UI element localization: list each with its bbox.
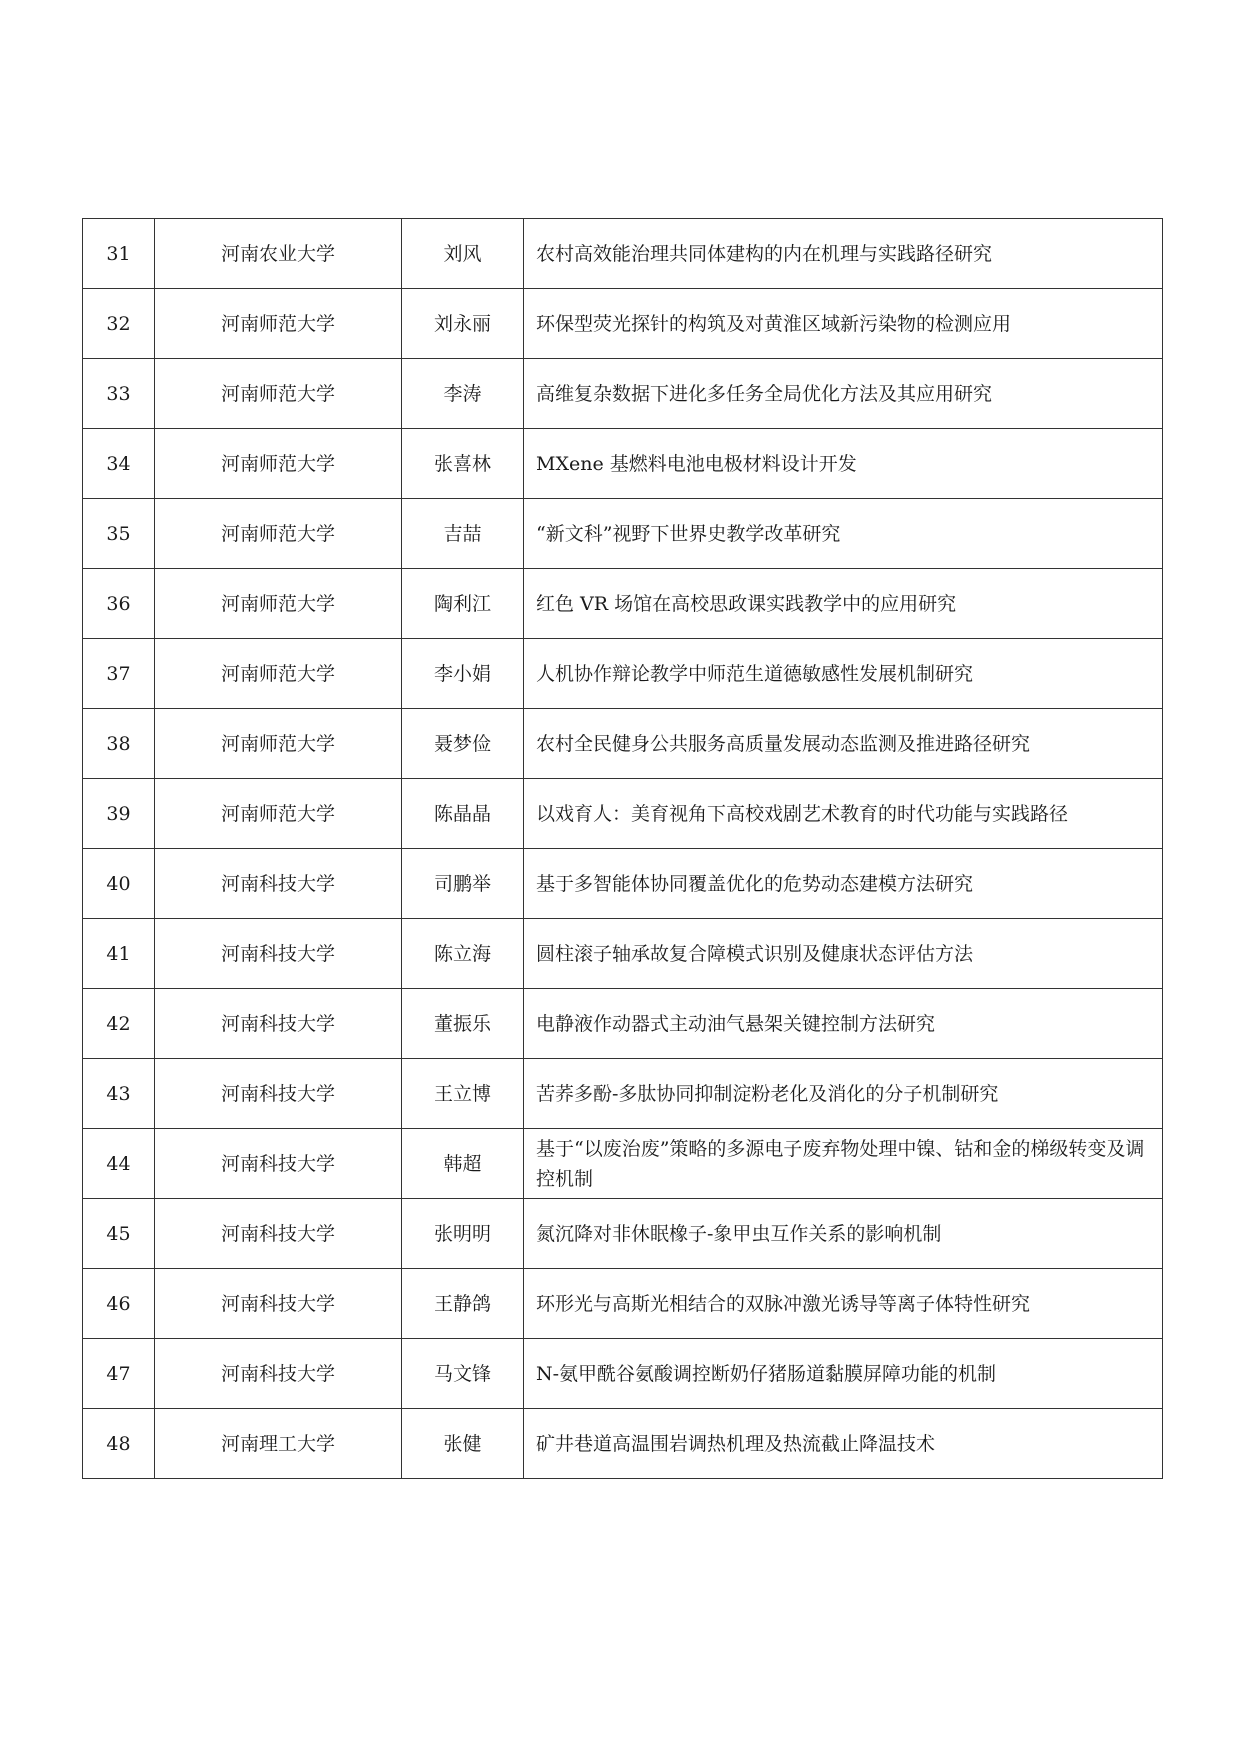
project-title: 农村全民健身公共服务高质量发展动态监测及推进路径研究 (536, 732, 1031, 755)
project-title: MXene 基燃料电池电极材料设计开发 (536, 452, 857, 475)
person-name-cell: 韩超 (402, 1129, 524, 1199)
table-row (83, 219, 1163, 289)
row-number: 42 (83, 989, 155, 1059)
school-cell: 河南师范大学 (155, 289, 402, 359)
project-title: “新文科”视野下世界史教学改革研究 (536, 522, 841, 545)
project-title: 人机协作辩论教学中师范生道德敏感性发展机制研究 (536, 662, 974, 685)
person-name-cell: 马文锋 (402, 1339, 524, 1409)
person-name-cell: 刘风 (402, 219, 524, 289)
person-name-cell: 陈晶晶 (402, 779, 524, 849)
table-row (83, 499, 1163, 569)
project-title: 苦荞多酚-多肽协同抑制淀粉老化及消化的分子机制研究 (536, 1082, 999, 1105)
row-number: 32 (83, 289, 155, 359)
row-number: 39 (83, 779, 155, 849)
row-number: 46 (83, 1269, 155, 1339)
person-name-cell: 刘永丽 (402, 289, 524, 359)
school-cell: 河南科技大学 (155, 919, 402, 989)
row-number: 35 (83, 499, 155, 569)
school-cell: 河南师范大学 (155, 639, 402, 709)
project-title-cell (524, 1059, 1163, 1129)
person-name-cell: 吉喆 (402, 499, 524, 569)
project-title: 环保型荧光探针的构筑及对黄淮区域新污染物的检测应用 (536, 312, 1012, 335)
table-row (83, 429, 1163, 499)
row-number: 44 (83, 1129, 155, 1199)
person-name-cell: 张明明 (402, 1199, 524, 1269)
project-title-cell (524, 1409, 1163, 1479)
project-title: 圆柱滚子轴承故复合障模式识别及健康状态评估方法 (536, 942, 974, 965)
project-title-cell (524, 1269, 1163, 1339)
person-name-cell: 张喜林 (402, 429, 524, 499)
school-cell: 河南师范大学 (155, 499, 402, 569)
row-number: 48 (83, 1409, 155, 1479)
school-cell: 河南师范大学 (155, 429, 402, 499)
project-title: 基于“以废治废”策略的多源电子废弃物处理中镍、钴和金的梯级转变及调控机制 (536, 1137, 1145, 1190)
school-cell: 河南科技大学 (155, 1129, 402, 1199)
table-row (83, 989, 1163, 1059)
project-title: 矿井巷道高温围岩调热机理及热流截止降温技术 (536, 1432, 936, 1455)
project-title: 高维复杂数据下进化多任务全局优化方法及其应用研究 (536, 382, 993, 405)
school-cell: 河南师范大学 (155, 359, 402, 429)
project-title: 以戏育人：美育视角下高校戏剧艺术教育的时代功能与实践路径 (536, 802, 1069, 825)
school-cell: 河南师范大学 (155, 779, 402, 849)
table-row (83, 1339, 1163, 1409)
row-number: 47 (83, 1339, 155, 1409)
school-cell: 河南理工大学 (155, 1409, 402, 1479)
project-title: 基于多智能体协同覆盖优化的危势动态建模方法研究 (536, 872, 974, 895)
table-row (83, 289, 1163, 359)
person-name-cell: 王静鸽 (402, 1269, 524, 1339)
row-number: 36 (83, 569, 155, 639)
project-title-cell (524, 1129, 1163, 1199)
row-number: 40 (83, 849, 155, 919)
table-row (83, 1409, 1163, 1479)
person-name-cell: 李涛 (402, 359, 524, 429)
school-cell: 河南科技大学 (155, 849, 402, 919)
project-title-cell (524, 849, 1163, 919)
table-row (83, 1129, 1163, 1199)
school-cell: 河南科技大学 (155, 1269, 402, 1339)
school-cell: 河南科技大学 (155, 1199, 402, 1269)
person-name-cell: 司鹏举 (402, 849, 524, 919)
row-number: 34 (83, 429, 155, 499)
project-title-cell (524, 639, 1163, 709)
table-row (83, 639, 1163, 709)
project-title: 电静液作动器式主动油气悬架关键控制方法研究 (536, 1012, 936, 1035)
school-cell: 河南师范大学 (155, 709, 402, 779)
project-title-cell (524, 779, 1163, 849)
person-name-cell: 陶利江 (402, 569, 524, 639)
project-title: 红色 VR 场馆在高校思政课实践教学中的应用研究 (536, 592, 957, 615)
project-title-cell (524, 569, 1163, 639)
school-cell: 河南科技大学 (155, 1059, 402, 1129)
table-row (83, 709, 1163, 779)
table-row (83, 1269, 1163, 1339)
table-row (83, 1059, 1163, 1129)
row-number: 41 (83, 919, 155, 989)
row-number: 31 (83, 219, 155, 289)
row-number: 43 (83, 1059, 155, 1129)
person-name-cell: 王立博 (402, 1059, 524, 1129)
row-number: 33 (83, 359, 155, 429)
project-title-cell (524, 919, 1163, 989)
project-title-cell (524, 989, 1163, 1059)
project-title-cell (524, 499, 1163, 569)
person-name-cell: 董振乐 (402, 989, 524, 1059)
table-row (83, 1199, 1163, 1269)
table-row (83, 919, 1163, 989)
table-row (83, 779, 1163, 849)
project-title: 氮沉降对非休眠橡子-象甲虫互作关系的影响机制 (536, 1222, 942, 1245)
person-name-cell: 陈立海 (402, 919, 524, 989)
school-cell: 河南师范大学 (155, 569, 402, 639)
row-number: 45 (83, 1199, 155, 1269)
project-title: 农村高效能治理共同体建构的内在机理与实践路径研究 (536, 242, 993, 265)
project-table (82, 218, 1163, 1479)
person-name-cell: 李小娟 (402, 639, 524, 709)
row-number: 37 (83, 639, 155, 709)
school-cell: 河南科技大学 (155, 1339, 402, 1409)
project-title-cell (524, 219, 1163, 289)
school-cell: 河南农业大学 (155, 219, 402, 289)
person-name-cell: 聂梦俭 (402, 709, 524, 779)
row-number: 38 (83, 709, 155, 779)
project-title-cell (524, 359, 1163, 429)
school-cell: 河南科技大学 (155, 989, 402, 1059)
table-row (83, 359, 1163, 429)
project-title-cell (524, 429, 1163, 499)
table-row (83, 569, 1163, 639)
project-title-cell (524, 1199, 1163, 1269)
project-title-cell (524, 289, 1163, 359)
project-title: N-氨甲酰谷氨酸调控断奶仔猪肠道黏膜屏障功能的机制 (536, 1362, 997, 1385)
person-name-cell: 张健 (402, 1409, 524, 1479)
project-title: 环形光与高斯光相结合的双脉冲激光诱导等离子体特性研究 (536, 1292, 1031, 1315)
project-title-cell (524, 709, 1163, 779)
project-title-cell (524, 1339, 1163, 1409)
table-row (83, 849, 1163, 919)
